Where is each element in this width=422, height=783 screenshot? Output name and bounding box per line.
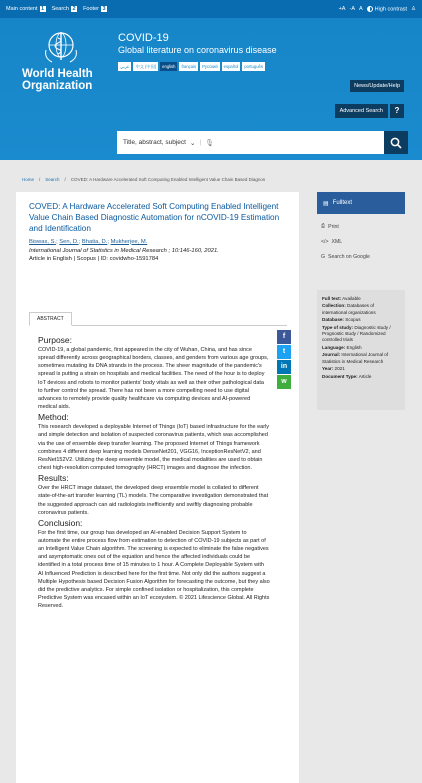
contrast-icon: [367, 6, 373, 12]
document-icon: ▤: [323, 200, 329, 207]
info-row: Journal: International Journal of Statistics in Medical Research: [322, 352, 389, 364]
language-selector: [118, 62, 265, 71]
user-icon[interactable]: ♙: [411, 5, 416, 12]
breadcrumb-home[interactable]: Home: [22, 176, 35, 182]
lang-chinese[interactable]: 中文 (中国): [133, 62, 158, 71]
accessibility-bar: [0, 0, 422, 18]
lang-spanish[interactable]: español: [222, 62, 241, 71]
breadcrumb-current: COVED: A Hardware Accelerated Soft Computing Enabled Intelligent Value Chain Based Diagnos: [70, 176, 266, 182]
article-title: COVED: A Hardware Accelerated Soft Computing Enabled Intelligent Value Chain Based Diagnostic Automation for nCOVID-19 Estimation and Identification: [29, 202, 280, 234]
print-icon: ⎙: [321, 223, 326, 229]
advanced-search-button[interactable]: Advanced Search: [335, 104, 388, 118]
sidebar-actions: [317, 192, 405, 260]
print-link[interactable]: ⎙ Print: [321, 223, 339, 230]
skip-footer-link[interactable]: Footer 3: [83, 6, 106, 12]
who-logo[interactable]: [22, 30, 100, 92]
author-link[interactable]: Bhatia, D.: [81, 238, 108, 245]
author-link[interactable]: Biswas, S.: [29, 238, 57, 245]
info-row: Full text: Available: [322, 296, 361, 301]
font-reset-button[interactable]: A: [358, 5, 363, 12]
conclusion-text: For the first time, our group has developed an AI-enabled Decision Support System to automate the entire process flow from estimation to detection of COVID-19 subjects as part of an Intelligent Value Chain algorithm. The screening is expected to eliminate the false negatives and asymptomatic ones out of the equation and hence the affected individuals could be identified in a total process time of 15 minutes to 1 hour. A Complete Deployable System with AI Influenced Prediction is described here for the first time. Not only did the authors suggest a Multiple Hypothesis based Decision Fusion Algorithm for forecasting the outcome, but they also did the predictive analytics. For simple confined isolation or hospitalization, this complete Predictive System was encased within an IoT ecosystem. © 2021 Lifescience Global. All Rights Reserved.: [38, 529, 270, 610]
journal-citation: International Journal of Statistics in Medical Research ; 10:146-160, 2021.: [29, 247, 219, 254]
search-input[interactable]: Title, abstract, subject ⌄ | 🎙: [123, 139, 215, 147]
article-panel: [16, 192, 299, 783]
author-list: Biswas, S.; Sen, D.; Bhatia, D.; Mukherjee, M.: [29, 238, 148, 245]
article-meta: Article in English | Scopus | ID: covidwho-1591784: [29, 255, 159, 262]
lang-portuguese[interactable]: português: [242, 62, 265, 71]
lang-french[interactable]: français: [179, 62, 198, 71]
results-heading: Results:: [38, 473, 69, 484]
facebook-share-button[interactable]: f: [277, 330, 291, 344]
font-decrease-button[interactable]: -A: [349, 5, 355, 12]
method-heading: Method:: [38, 412, 69, 423]
code-icon: </>: [321, 239, 329, 245]
method-text: This research developed a deployable Internet of Things (IoT) based infrastructure for the early and simple detection and isolation of suspected coronavirus patients, which was accomplished via the use of ensemble deep transfer learning. The proposed Internet of Things framework combines 4 different deep learning models DenseNet201, VGG16, InceptionResNetV2, and ResNet152V2. Utilizing the deep ensemble model, the medical modalities are used to obtain chest high-resolution computed tomography (HRCT) images and diagnose the infection.: [38, 424, 270, 472]
conclusion-heading: Conclusion:: [38, 517, 83, 528]
site-subtitle: Global literature on coronavirus disease: [118, 45, 277, 55]
xml-link[interactable]: </> XML: [321, 239, 343, 245]
author-link[interactable]: Sen, D.: [59, 238, 79, 245]
author-link[interactable]: Mukherjee, M.: [110, 238, 148, 245]
site-header: [0, 18, 422, 160]
lang-arabic[interactable]: عربي: [118, 62, 131, 71]
info-row: Collection: Databases of international organizations: [322, 303, 376, 315]
search-button[interactable]: [384, 131, 408, 154]
skip-search-link[interactable]: Search 2: [51, 6, 76, 12]
whatsapp-share-button[interactable]: w: [277, 375, 291, 389]
search-icon: [390, 137, 402, 149]
skip-links: [6, 6, 107, 12]
share-buttons: [277, 330, 291, 390]
lang-russian[interactable]: Русский: [200, 62, 220, 71]
purpose-heading: Purpose:: [38, 335, 73, 345]
microphone-icon[interactable]: 🎙: [205, 139, 215, 147]
org-name: World Health Organization: [22, 68, 93, 92]
high-contrast-toggle[interactable]: High contrast: [367, 6, 407, 12]
tab-bar: [29, 312, 287, 326]
breadcrumb-search[interactable]: Search: [45, 176, 60, 182]
article-header: [16, 192, 299, 262]
chevron-down-icon[interactable]: ⌄: [189, 139, 196, 147]
who-emblem-icon: [41, 30, 81, 64]
google-icon: G: [321, 254, 326, 260]
info-row: Language: English: [322, 344, 362, 350]
google-search-link[interactable]: G Search on Google: [321, 254, 370, 260]
news-update-help-button[interactable]: News/Update/Help: [350, 80, 404, 92]
info-row: Type of study: Diagnostic study / Prognostic study / Randomized controlled trials: [322, 324, 391, 343]
linkedin-share-button[interactable]: in: [277, 360, 291, 374]
skip-main-content-link[interactable]: Main content 1: [6, 6, 45, 12]
twitter-share-button[interactable]: t: [277, 345, 291, 359]
document-info-panel: [317, 290, 405, 410]
site-title: COVID-19: [118, 32, 169, 44]
font-increase-button[interactable]: +A: [338, 5, 346, 12]
info-row: Year: 2021: [322, 366, 345, 372]
tab-abstract[interactable]: ABSTRACT: [29, 312, 72, 326]
search-bar: [117, 131, 408, 154]
info-row: Database: Scopus: [322, 317, 361, 323]
help-button[interactable]: ?: [390, 104, 404, 118]
lang-english[interactable]: english: [160, 62, 177, 71]
purpose-text: COVID-19, a global pandemic, first appeared in the city of Wuhan, China, and has since spread differently across geographical borders, classes, and genders from various age groups, sometimes mutating its DNA strands in the process. The sheer magnitude of the pandemic's spread is putting a strain on hospitals and medical facilities. The need of the hour is to deploy IoT devices and robots to monitor patients' body vitals as well as their other pathological data to further control the spread. There has not been a more compelling need to use digital advances to remotely provide quality healthcare via computing devices and AI-powered medical aids.: [38, 347, 269, 411]
info-row: Document Type: Article: [322, 373, 372, 379]
abstract-body: [38, 334, 270, 611]
fulltext-button[interactable]: ▤ Fulltext: [317, 192, 405, 214]
breadcrumb: Home / Search / COVED: A Hardware Accelerated Soft Computing Enabled Intelligent Value Chain Based Diagnos: [22, 176, 266, 182]
accessibility-controls: [339, 6, 416, 12]
results-text: Over the HRCT image dataset, the developed deep ensemble model is collated to different state-of-the-art transfer learning (TL) models. The comparative investigation demonstrated that the suggested approach can aid radiologists inefficiently and swiftly diagnosing probable coronavirus patients.: [38, 485, 269, 516]
